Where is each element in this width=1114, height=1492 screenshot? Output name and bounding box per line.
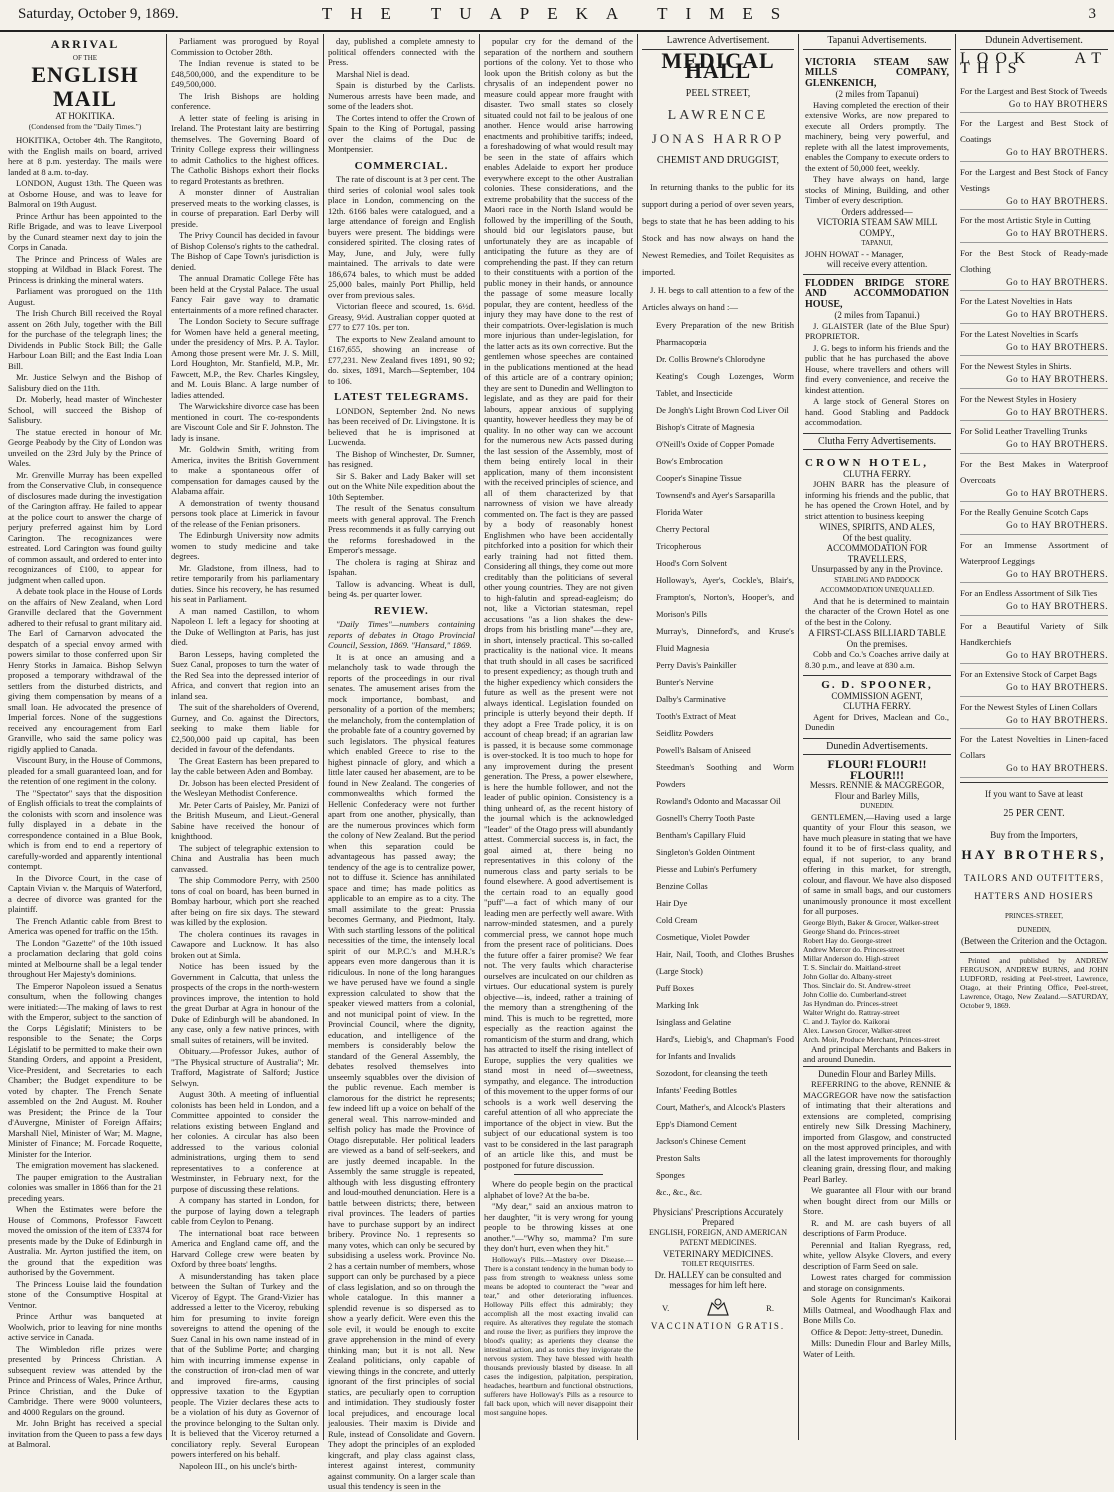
hay-entry-desc: For a Beautiful Variety of Silk Handkerchiefs — [960, 620, 1108, 647]
spooner-place: CLUTHA FERRY. — [843, 701, 911, 711]
medicine-item: Every Preparation of the new British Pharmacopœia — [656, 319, 794, 347]
paragraph: J. G. begs to inform his friends and the public that he has purchased the above House, where travellers and others will find every convenience, and receive the kindest attention. — [805, 342, 949, 395]
hay-entry-go: Go to HAY BROTHERS. — [1006, 568, 1108, 579]
medicine-item: Singleton's Golden Ointment — [656, 846, 755, 857]
crown-hotel-advert — [803, 454, 951, 676]
percent-line: 25 PER CENT. — [1003, 808, 1065, 819]
english-mail-heading: ENGLISH MAIL — [31, 62, 139, 111]
paragraph: The statue erected in honour of Mr. George Peabody by the City of London was unveiled on the 23rd July by the Prince of Wales. — [8, 426, 162, 468]
paragraph: Mr. Peter Carts of Paisley, Mr. Panizi of the British Museum, and Lieut.-General Sabine have received the honour of knighthood. — [171, 799, 319, 841]
paragraph: HOKITIKA, October 4th. The Rangitoto, with the English mails on board, arrived here at 8 p.m. yesterday. The mails were landed at 8 a.m. to-day. — [8, 135, 162, 177]
hay-entry-desc: For Solid Leather Travelling Trunks — [960, 426, 1088, 436]
paragraph: The Wimbledon rifle prizes were presented by Princess Christian. A subsequent review was attended by the Prince and Princess of Wales, Prince Arthur, Prince Christian, and the Duke of Cambridge. There were 9000 volunteers, and 4000 Regulars on the ground. — [8, 1343, 162, 1417]
chemist-role: CHEMIST AND DRUGGIST, — [656, 155, 780, 166]
hay-entries — [960, 81, 1108, 778]
medicine-item: Puff Boxes — [656, 982, 694, 993]
medicine-item: Holloway's, Ayer's, Cockle's, Blair's, Frampton's, Norton's, Hooper's, and Morison's Pills — [656, 574, 794, 619]
paragraph: The Great Eastern has been prepared to lay the cable between Aden and Bombay. — [171, 755, 319, 776]
signer: Arch. Moir, Produce Merchant, Princes-street — [803, 1034, 940, 1044]
hay-entry — [960, 243, 1108, 292]
medicine-item: Preston Salts — [656, 1152, 701, 1163]
latest-telegrams-heading: LATEST TELEGRAMS. — [334, 391, 469, 403]
paragraph: It is at once an amusing and a melancholy task to wade through the reports of the proceedings in our rival senates. The amusement arises from the mock importance, bombast, and personality of a portion of the members; the melancholy, from the contemplation of the probable fate of a country governed by such legislators. The physical features which enabled Greece to rise to the highest pinnacle of glory, and which a little later caused her abasement, are to be found in New Zealand. The congeries of commonwealths which formed the Hellenic Confederacy were not further apart from one another, physically, than are the numerous provinces which form the colony of New Zealand. But the period when this separation could be advantageous has passed away; the tendency of the age is to centralize power, not to diffuse it. Science has annihilated space and time; has made politics as applicable to an empire as to a city. The small assimilate to the great: Prussia becomes Germany, and Piedmont, Italy. With such startling lessons of the political necessities of the time, the intensely local spirit of our M.P.C.'s and M.H.R.'s appears even more dangerous than it is ridiculous. In none of the long harangues we have perused have we found a single expression calculated to show that the speaker viewed matters from a colonial, and not municipal point of view. In the Provincial Council, where the dignity, education, and intelligence of the members is considerably below the standard of the General Assembly, the debates resolved themselves into unseemly squabbles over the division of the public revenue. Each member is clamorous for the district he represents; few indeed lift up a voice on behalf of the general weal. This narrow-minded and selfish policy has made the Province of Otago disreputable. Her political leaders are viewed as a band of self-seekers, and are justly deemed incapable. In the Assembly the same struggle is repeated, although with less disgusting effrontery and loud-mouthed denunciation. Here is a battle between districts; there, between rival provinces. The leaders of parties have to purchase support by an indirect bribery. Province No. 1 represents so many votes, which can only be secured by subsidising a useless work. Province No. 2 has a certain number of members, whose support can only be purchased by a piece of class legislation, and so on through the whole catalogue. In this manner a splendid revenue is so dispersed as to show a yearly deficit. Were even this the sole evil, it would be enough to excite grave apprehension in the mind of every thinking man; but it is not all. New Zealand politicians, only capable of viewing things in the concrete, and utterly ignorant of the first principles of social statics, are peculiarly open to corruption and intimidation. They studiously foster local prejudices, and encourage local jealousies. Their maxim is Divide and Rule, instead of Consolidate and Govern. They adopt the principles of an exploded kingcraft, and play class against class, interest against interest, community against community. On a larger scale than usual this tendency is seen in the — [328, 651, 476, 1491]
paragraph: The London Society to Secure suffrage for Women have held a general meeting, under the presidency of Mrs. P. A. Taylor. Among those present were Mr. J. S. Mill, Lord Houghton, Mr. Stanfield, M.P., Mr. Fawcett, M.P., the Rev. Charles Kingsley, and M. Louis Blanc. A large number of ladies attended. — [171, 316, 319, 400]
firm-name: HAY BROTHERS, — [961, 847, 1107, 862]
paragraph: LONDON, September 2nd. No news has been received of Dr. Livingstone. It is believed that he is imprisoned at Lucwenda. — [328, 405, 475, 447]
paragraph: Agent for Drives, Maclean and Co., Dunedin — [805, 711, 949, 732]
paragraph: The Irish Bishops are holding conference. — [171, 90, 319, 111]
signer: Thos. Sinclair do. St. Andrew-street — [803, 980, 911, 990]
column-rule — [798, 34, 799, 1440]
prescriptions: Physicians' Prescriptions Accurately Prepared — [652, 1206, 784, 1227]
medicine-item: Hair, Nail, Tooth, and Clothes Brushes (Large Stock) — [656, 948, 794, 976]
paragraph: The cholera continues its ravages in Cawapore and Lucknow. It has also broken out at Simla. — [171, 928, 319, 960]
medicine-item: Bunter's Nervine — [656, 676, 714, 687]
hay-entry — [960, 291, 1108, 324]
paragraph: When the Estimates were before the House of Commons, Professor Fawcett moved the omission of the item of £3374 for presents made by the Duke of Edinburgh in Australia. Mr. Ayrton justified the item, on the ground that the expedition was authorised by the Government. — [8, 1204, 162, 1277]
column-3-commercial-review — [328, 36, 476, 1491]
medicine-item: Court, Mather's, and Alcock's Plasters — [656, 1101, 786, 1112]
source-note: (Condensed from the "Daily Times.") — [28, 121, 142, 131]
medicine-item: Gosnell's Cherry Tooth Paste — [656, 812, 755, 823]
paragraph: The exports to New Zealand amount to £167,655, showing an increase of £77,231. New Zealand fives 1891, 90 92; do. sixes, 1891, March—September, 104 to 106. — [328, 333, 475, 386]
toilet-requisites: TOILET REQUISITES. — [681, 1259, 755, 1268]
orders-place: TAPANUI, — [861, 239, 893, 247]
review-heading: REVIEW. — [374, 604, 429, 617]
hay-entry-go: Go to HAY BROTHERS. — [1006, 439, 1108, 449]
paragraph: Mr. Justice Selwyn and the Bishop of Salisbury died on the 11th. — [8, 372, 162, 393]
medicine-item: Sponges — [656, 1169, 685, 1180]
review-subject: "Daily Times"—numbers containing reports of debates in Otago Provincial Council, Session, 1869. "Hansard," 1869. — [328, 619, 475, 650]
paragraph: Baron Lesseps, having completed the Suez Canal, proposes to turn the water of the Red Sea into the depressed interior of Africa, and convert that region into an inland sea. — [171, 648, 319, 701]
office: Office & Depot: Jetty-street, Dunedin. — [811, 1326, 944, 1337]
paragraph: In the Divorce Court, in the case of Captain Vivian v. the Marquis of Waterford, a decree of divorce was granted for the plaintiff. — [8, 872, 162, 914]
mills-location: Mills: Dunedin Flour and Barley Mills, Water of Leith. — [803, 1338, 951, 1359]
medicine-item: Hard's, Liebig's, and Chapman's Food for Infants and Invalids — [656, 1033, 794, 1061]
medicine-item: Bow's Embrocation — [656, 455, 723, 466]
street: PEEL STREET, — [685, 87, 751, 99]
section-heading: Tapanui Advertisements. — [803, 36, 951, 50]
medicine-item: Infants' Feeding Bottles — [656, 1084, 737, 1095]
paragraph: Dr. Jobson has been elected President of the Wesleyan Methodist Conference. — [171, 777, 319, 798]
medicine-item: Perry Davis's Painkiller — [656, 659, 737, 670]
hay-entry — [960, 210, 1108, 243]
hay-entry-desc: For an Endless Assortment of Silk Ties — [960, 588, 1098, 598]
imprint: Printed and published by ANDREW FERGUSON, ANDREW BURNS, and JOHN LUDFORD, residing at Peel-street, Lawrence, Otago, at their Printing Office, Peel-street, Lawrence, Otago, New Zealand.—SATURDAY, October 9, 1869. — [960, 952, 1108, 1010]
vaccination: VACCINATION GRATIS. — [650, 1321, 786, 1331]
newspaper-title: THE TUAPEKA TIMES — [321, 4, 799, 23]
paragraph: A letter state of feeling is arising in Ireland. The Protestant laity are bestirring themselves. The Governing Board of Trinity College express their willingness to admit Catholics to the highest offices. The Catholic Bishops exhort their flocks to regard Protestants as brethren. — [171, 112, 319, 186]
hay-entry — [960, 729, 1108, 778]
medicine-item: Sozodont, for cleansing the teeth — [656, 1067, 768, 1078]
rennie-place: DUNEDIN. — [860, 802, 894, 810]
medicine-item: Keating's Cough Lozenges, Worm Tablet, and Insecticide — [656, 370, 794, 398]
paragraph: The London "Gazette" of the 10th issued a proclamation declaring that gold coins minted at Melbourne shall be a legal tender throughout Her Majesty's dominions. — [8, 937, 162, 979]
paragraph: Viscount Bury, in the House of Commons, pleaded for a small guaranteed loan, and for the retention of one regiment in the colony. — [8, 755, 162, 786]
veterinary-medicines: VETERINARY MEDICINES. — [662, 1248, 774, 1259]
paragraph: The Emperor Napoleon issued a Senatus consultum, when the following changes were initiated:—The making of laws to rest with the Emperor, subject to the sanction of the Corps Législatif; Ministers to be responsible to the Senate; the Corps Législatif to be permitted to make their own Standing Orders, and appoint a President, Vice-President, and Secretaries to each Chamber; the Budget expenditure to be voted by chapter. The French Senate assembled on the 2nd August. M. Rouher was President; the Prince de la Tour d'Auvergne, Minister of Foreign Affairs; Marshall Niel, Minister of War; M. Magne, Minister of Finance; M. Forcade Roquette, Minister for the Interior. — [8, 980, 162, 1159]
column-2-news — [171, 36, 319, 1471]
hay-entry-go: Go to HAY BROTHERS. — [1006, 341, 1108, 352]
spooner-role: COMMISSION AGENT, — [831, 690, 923, 701]
hay-entry — [960, 356, 1108, 389]
paragraph: Having completed the erection of their extensive Works, are now prepared to execute all Orders promptly. The machinery, being very powerful, and replete with all the latest improvements, enables the Company to execute orders to the extent of 50,000 feet, weekly. — [805, 99, 949, 173]
paragraph: Tallow is advancing. Wheat is dull, being 4s. per quarter lower. — [328, 578, 475, 599]
medicine-item: Cold Cream — [656, 914, 698, 925]
medicine-item: Florida Water — [656, 506, 703, 517]
hay-entry-desc: For an Immense Assortment of Waterproof Leggings — [960, 539, 1108, 566]
hay-entry — [960, 113, 1108, 162]
paragraph: The Indian revenue is stated to be £48,500,000, and the expenditure to be £49,500,000. — [171, 58, 319, 89]
signer: George Shand do. Princes-street — [803, 926, 900, 936]
crown-title: CROWN HOTEL, — [805, 457, 930, 469]
paragraph: The annual Dramatic College Fête has been held at the Crystal Palace. The usual Fancy Fair gave way to dramatic entertainments of a more refined character. — [171, 273, 319, 315]
paragraph: JOHN BARR has the pleasure of informing his friends and the public, that he has opened the Crown Hotel, and by strict attention to business keeping — [805, 479, 949, 521]
flodden-title: FLODDEN BRIDGE STORE AND ACCOMMODATION HOUSE, — [805, 277, 949, 310]
paragraph: The Prince and Princess of Wales are stopping at Wildbad in Black Forest. The Princess is drinking the mineral waters. — [8, 253, 162, 285]
paragraph: The emigration movement has slackened. — [16, 1160, 159, 1170]
signer: Walter Wright do. Rattray-street — [803, 1007, 900, 1017]
holloway-advert: Holloway's Pills.—Mastery over Disease.—There is a constant tendency in the human body to pass from strength to weakness unless some means be adopted to counteract the "wear and tear," and other deteriorating influences. Holloway Pills effect this admirably; they accomplish all the most exacting invalid can require. As alteratives they regulate the stomach and rouse the liver; as purifiers they improve the blood's quality; as aperients they cleanse the intestinal action, and as tonics they invigorate the nervous system. They have blessed with health thousands previously blasted by disease. In all cases the indigestion, palpitation, perspiration, headaches, heartburn and functional obstructions, sufferers have Holloway's Pills as a resource to fall back upon, which will never disappoint their most sanguine hopes. — [484, 1254, 633, 1417]
accommodation-sub: Unsurpassed by any in the Province. — [811, 564, 943, 574]
signer: Andrew Mercer do. Princes-street — [803, 944, 905, 954]
hay-entry-go: Go to HAY BROTHERS — [1008, 98, 1108, 109]
paragraph: Obituary.—Professor Jukes, author of "The Physical structure of Australia"; Mr. Trafford, Magistrate of Salford; Justice Selwyn. — [171, 1046, 319, 1088]
medicine-item: Powell's Balsam of Aniseed — [656, 744, 751, 755]
section-heading: Lawrence Advertisement. — [642, 36, 794, 50]
paragraph: They have always on hand, large stocks of Mining, Building, and other Timber of every description. — [805, 174, 949, 205]
paragraph: R. and M. are cash buyers of all descriptions of Farm Produce. — [803, 1217, 951, 1238]
paragraph: The "Spectator" says that the disposition of English officials to treat the complaints of the colonists with scorn and insolence was fully displayed in a debate in the correspondence contained in a Blue Book, which is from end to end a repertory of carefully-worded and apparently intentional contempt. — [8, 787, 162, 871]
flour-title: FLOUR! FLOUR!! FLOUR!!! — [827, 757, 927, 782]
column-rule — [955, 34, 956, 1440]
medicine-item: Dalby's Carminative — [656, 693, 726, 704]
paragraph: Mr. Goldwin Smith, writing from America, invites the British Government to make a spontaneous offer of compensation for damages caused by the Alabama affair. — [171, 444, 319, 496]
spooner-title: G. D. SPOONER, — [821, 679, 933, 691]
signer: T. S. Sinclair do. Maitland-street — [803, 962, 901, 972]
intro: In returning thanks to the public for its support during a period of over seven years, begs to state that he has been adding to his Stock and has now always on hand the Newest Remedies, and Toilet Requisites as imported. — [642, 181, 794, 277]
orders-to: VICTORIA STEAM SAW MILL COMPY., — [816, 217, 938, 238]
sawmill-title: VICTORIA STEAM SAW MILLS COMPANY, GLENKENICH, — [805, 56, 949, 89]
paragraph: GENTLEMEN,—Having used a large quantity of your Flour this season, we have much pleasure in stating that we have found it to be of first-class quality, and equal, if not superior, to any brand offering in this market, for strength, colour, and flavour. We have also disposed of same in small bags, and our customers unanimously pronounce it most excellent for all purposes. — [803, 811, 951, 916]
column-7-hay-brothers — [960, 36, 1108, 1440]
column-4-review-continued — [484, 36, 633, 1440]
paragraph: A demonstration of twenty thousand persons took place at Limerick in favour of the release of the Fenian prisoners. — [171, 497, 319, 529]
column-6-adverts — [803, 36, 951, 1440]
medicine-item: Isinglass and Gelatine — [656, 1016, 732, 1027]
paragraph: Lowest rates charged for commission and storage on consignments. — [803, 1272, 951, 1293]
paragraph: Mr. Gladstone, from illness, had to retire temporarily from his parliamentary duties. Since his recovery, he has resumed his seat in Parliament. — [171, 562, 319, 604]
medicine-item: Cooper's Sinapine Tissue — [656, 472, 742, 483]
vr-left: V. — [662, 1302, 670, 1313]
signer: Jas Hyndman do. Princes-street — [803, 998, 898, 1008]
royal-crest-icon — [704, 1297, 732, 1320]
paragraph: Notice has been issued by the Government in Calcutta, that unless the prospects of the crops in the north-western provinces improve, the intention to hold the great Durbar at Agra in honour of the Duke of Edinburgh will be abandoned. In any case, only a few native princes, with small suites of retainers, will be invited. — [171, 961, 319, 1045]
column-rule — [479, 34, 480, 1440]
billiard: A FIRST-CLASS BILLIARD TABLE — [808, 628, 946, 638]
paragraph: The Privy Council has decided in favour of Bishop Colenso's rights to the cathedral. The Bishop of Cape Town's jurisdiction is denied. — [171, 230, 319, 272]
paragraph: A monster dinner of Australian preserved meats to the working classes, is in course of preparation. Earl Derby will preside. — [171, 187, 319, 229]
vr-right: R. — [766, 1302, 774, 1313]
flodden-sub: (2 miles from Tapanui.) — [834, 310, 920, 320]
hay-entry-desc: For the most Artistic Style in Cutting — [960, 215, 1091, 225]
hay-entry-go: Go to HAY BROTHERS. — [1006, 309, 1108, 319]
hay-entry-desc: For the Latest Novelties in Scarfs — [960, 328, 1078, 339]
paragraph: The Bishop of Winchester, Dr. Sumner, has resigned. — [328, 448, 475, 469]
flodden-advert — [803, 275, 951, 434]
paragraph: popular cry for the demand of the separation of the northern and southern portions of the colony. Yet to those who look upon the British colony as but the chrysalis of an independent power no measure could appear more fraught with disaster. Two small states so closely situated could not fail to be jealous of one another. Hence would arise harrowing enactments and prohibitive tariffs; indeed, a foreshadowing of what would result may be seen in the state of affairs which enables Adelaide to export her produce everywhere except to the other Australian colonies. These considerations, and the extreme probability that the success of the Maori race in the North Island would be followed by the imperilling of the South, should bid our legislators pause, but unfortunately they are as incapable of anticipating the future as they are of comprehending the past. If they can return to their constituents with a portion of the public money in their hands, or announce the passage of some measure locally popular, they are content, heedless of the injury they may have done to the rest of their compatriots. Over-legislation is much more injurious than under-legislation, for the latter acts as its own corrective. But the gentlemen whose speeches are contained in the publications mentioned at the head of this article are of a contrary opinion; they are sent to Dunedin and Wellington to legislate, and as they are paid for their labours, appear anxious of supplying quantity, however heedless they may be of quality. In no other way can we account for the numerous new Acts passed during the last session of the Assembly, most of them being entirely local in their application, many of them inconsistent with the received principles of science, and all of them characterized by that narrowness of vision we have already commented on. The fact is they are passed by a body of reasonably honest Englishmen who have been accidentally pitchforked into a position for which their early training had not fitted them. Considering all things, they come out more creditably than the politicians of several other young countries. They are not given to high-falutin and spread-eagleism; do not, like a Victorian statesman, repel accusations "as a lion shakes the dew-drops from his bristling mane"—they are, in short, intensely practical. This so-called practicality is the national vice. It means that truth should in all cases be sacrificed to present expediency; as though truth and the higher expediency which considers the future as well as the present were not always identical. Legislation founded on principle is utterly beyond their depth. If they adopt a Free Trade policy, it is on account of cheap bread; if an agrarian law is passed, it is because some commonage is over-stocked. It is too much to hope for any improvement during the present generation. The Press, a power elsewhere, is here the humble follower, and not the leader of public opinion. Consistency is a thing unheard of, as the recent history of the journal which is the acknowledged "leader" of the Otago press will abundantly attest. Commercial success is, in fact, the goal aimed at, there being no representatives in this colony of the numerous class and party serials to be found elsewhere. A good advertisement is the certain road to an equally good "puff"—a fact of which many of our leading men are perfectly well aware. With narrow-minded statesmen, and a purely commercial press, we cannot hope much from the present race of politicians. Does the future offer a fairer promise? We fear not. The very faults which characterise ourselves are inculcated on our children as virtues. Our educational system is purely objective—is, indeed, rather a training of the memory than a strengthening of the mind. This is much to be regretted, more especially as the reaction against the romanticism of the sturm and drang, which has attracted to itself the rising intellect of Europe, supplies the very qualities we stand most in need of—sweetness, sympathy, and elegance. The introduction of this movement to the upper forms of our schools is a work well deserving the careful attention of all who appreciate the importance of the object in view. But the subject of our educational system is too vast to be considered in the last paragraph of an article like this, and must be postponed for future discussion. — [484, 36, 633, 1170]
paragraph: Prince Arthur has been appointed to the Rifle Brigade, and was to leave Liverpool by the Cunard steamer next day to join the Corps in Canada. — [8, 210, 162, 252]
hay-entry — [960, 324, 1108, 357]
hay-entry-desc: For the Newest Styles in Hosiery — [960, 393, 1077, 404]
paragraph: The suit of the shareholders of Overend, Gurney, and Co. against the Directors, seeking to make them liable for £2,500,000 paid up capital, has been decided in favour of the defendants. — [171, 702, 319, 754]
paragraph: Napoleon III., on his uncle's birth- — [179, 1460, 298, 1471]
hay-footer — [960, 782, 1108, 947]
mills-heading: Dunedin Flour and Barley Mills. — [803, 1066, 951, 1080]
royal-arms — [662, 1297, 774, 1320]
signer: Robert Hay do. George-street — [803, 935, 892, 945]
section-heading: Clutha Ferry Advertisements. — [803, 437, 951, 451]
hay-entry-desc: For the Best Stock of Ready-made Clothing — [960, 247, 1108, 274]
paragraph: The Irish Church Bill received the Royal assent on 26th July, together with the Bill for the purchase of the telegraph lines; the Dividends in Public Stock Bill; the Galle Harbour Loan Bill; and the East India Loan Bill. — [8, 308, 162, 371]
paragraph: The French Atlantic cable from Brest to America was opened for traffic on the 15th. — [8, 915, 162, 936]
medicine-item: Murray's, Dinneford's, and Kruse's Fluid Magnesia — [656, 625, 794, 653]
medicine-item: Dr. Collis Browne's Chlorodyne — [656, 353, 766, 364]
firm-street: PRINCES-STREET, — [1004, 911, 1063, 920]
manager: JOHN HOWAT - - Manager, — [805, 248, 904, 259]
paragraph: Parliament was prorogued by Royal Commission to October 28th. — [171, 36, 319, 57]
column-1-english-mail — [8, 36, 162, 1449]
firm-town: DUNEDIN, — [1017, 926, 1051, 934]
section-heading: Ddunein Advertisement. — [960, 36, 1108, 50]
paragraph: day, published a complete amnesty to political offenders connected with the Press. — [328, 36, 475, 67]
paragraph: Perennial and Italian Ryegrass, red, white, yellow Alsyke Clovers, and every description of Farm Seed on sale. — [803, 1239, 951, 1271]
paragraph: And that he is determined to maintain the character of the Crown Hotel as one of the best in the Colony. — [805, 595, 949, 627]
medicine-item: Seidlitz Powders — [656, 727, 714, 738]
medicine-item: Marking Ink — [656, 999, 699, 1010]
paragraph: Where do people begin on the practical alphabet of love? At the ba-be. — [484, 1179, 633, 1200]
hay-entry — [960, 421, 1108, 454]
column-rule — [637, 34, 638, 1440]
medical-hall-title: MEDICAL HALL — [661, 47, 775, 83]
intro: J. H. begs to call attention to a few of the Articles always on hand :— — [642, 284, 794, 312]
hay-entry — [960, 616, 1108, 665]
hay-entry-go: Go to HAY BROTHERS. — [1006, 228, 1108, 238]
hay-entry — [960, 502, 1108, 535]
at-hokitika: AT HOKITIKA. — [55, 111, 115, 121]
medicine-item: Townsend's and Ayer's Sarsaparilla — [656, 489, 776, 500]
paragraph: Victorian fleece and scoured, 1s. 6½d. Greasy, 9½d. Australian copper quoted at £77 to £77 10s. per ton. — [328, 301, 475, 332]
medicine-item: O'Neill's Oxide of Copper Pomade — [656, 438, 775, 449]
medicine-item: Rowland's Odonto and Macassar Oil — [656, 795, 781, 806]
chemist-name: JONAS HARROP — [651, 130, 785, 146]
save-line: If you want to Save at least — [985, 788, 1083, 799]
page-number: 3 — [1088, 6, 1096, 22]
sawmill-advert — [803, 54, 951, 275]
hay-entry-desc: For the Newest Styles in Shirts. — [960, 361, 1072, 371]
medicine-item: Hood's Corn Solvent — [656, 557, 727, 568]
column-rule — [323, 34, 324, 1440]
paragraph: The Cortes intend to offer the Crown of Spain to the King of Portugal, passing over the claims of the Duc de Montpensier. — [328, 112, 475, 154]
medicine-item: Bentham's Capillary Fluid — [656, 829, 746, 840]
hay-entry-go: Go to HAY BROTHERS. — [1006, 276, 1108, 287]
wines: WINES, SPIRITS, AND ALES, — [819, 522, 935, 532]
paragraph: Parliament was prorogued on the 11th August. — [8, 286, 162, 307]
paragraph: A company has started in London, for the purpose of laying down a telegraph cable from Ceylon to Penang. — [171, 1195, 319, 1226]
medicine-item: Jackson's Chinese Cement — [656, 1135, 746, 1146]
medicine-item: Benzine Collas — [656, 880, 708, 891]
hay-entry — [960, 389, 1108, 422]
hay-entry — [960, 535, 1108, 584]
medicine-item: Tooth's Extract of Meat — [656, 710, 737, 721]
hay-entry — [960, 81, 1108, 114]
coaches: Cobb and Co.'s Coaches arrive daily at 8.30 p.m., and leave at 830 a.m. — [805, 649, 949, 670]
hay-entry-go: Go to HAY BROTHERS. — [1006, 487, 1108, 498]
hay-entry-go: Go to HAY BROTHERS. — [1006, 520, 1108, 530]
hay-entry — [960, 583, 1108, 616]
buy-line: Buy from the Importers, — [990, 829, 1078, 840]
paragraph: August 30th. A meeting of influential colonists has been held in London, and a Committee appointed to consider the relations existing between England and her colonies. A circular has also been addressed to the various colonial administrations, urging them to send representatives to a conference at Westminster, in February next, for the purpose of discussing these relations. — [171, 1089, 319, 1194]
paragraph: REFERRING to the above, RENNIE & MACGREGOR have now the satisfaction of intimating that their alterations and extensions are completed, comprising entirely new Silk Dressing Machinery, imported from Glasgow, and constructed on the most approved principles, and with all the latest improvements for thoroughly cleaning grain, dressing flour, and making Pearl Barley. — [803, 1079, 951, 1184]
commercial-heading: COMMERCIAL. — [354, 159, 449, 172]
signer: C. and J. Taylor do. Kaikorai — [803, 1016, 890, 1026]
hay-entry-desc: For the Latest Novelties in Linen-faced Collars — [960, 734, 1108, 760]
paragraph: Prince Arthur was banqueted at Woolwich, prior to leaving for nine months active service in Canada. — [8, 1311, 162, 1342]
arrival-heading: ARRIVAL — [50, 37, 120, 51]
paragraph: A large stock of General Stores on hand. Good Stabling and Paddock accommodation. — [805, 396, 949, 427]
signer: Millar Anderson do. High-street — [803, 953, 900, 963]
paragraph: Dr. Moberly, head master of Winchester School, will succeed the Bishop of Salisbury. — [8, 394, 162, 425]
halley-note: Dr. HALLEY can be consulted and messages for him left here. — [654, 1269, 782, 1290]
hay-entry-go: Go to HAY BROTHERS. — [1006, 601, 1108, 611]
signer: Alex. Lawson Grocer, Walker-street — [803, 1025, 912, 1035]
hay-entry-desc: For the Best Makes in Waterproof Overcoats — [960, 458, 1108, 485]
signer: George Blyth, Baker & Grocer, Walker-street — [803, 917, 939, 927]
paragraph: We guarantee all Flour with our brand when bought direct from our Mills or Store. — [803, 1185, 951, 1216]
divider — [514, 1174, 603, 1175]
paragraph: And principal Merchants and Bakers in and around Dunedin. — [803, 1043, 951, 1064]
hay-entry-go: Go to HAY BROTHERS. — [1006, 649, 1108, 660]
paragraph: The Warwickshire divorce case has been mentioned in court. The co-respondents are Viscount Cole and Sir F. Johnston. The lady is insane. — [171, 401, 319, 443]
of-the: OF THE — [72, 53, 98, 62]
hay-entry — [960, 664, 1108, 697]
hay-entry-desc: For the Latest Novelties in Hats — [960, 296, 1073, 306]
column-rule — [166, 34, 167, 1440]
paragraph: "My dear," said an anxious matron to her daughter, "it is very wrong for young people to be throwing kisses at one another."—"Why so, mamma? I'm sure they don't hurt, even when they hit." — [484, 1201, 633, 1253]
paragraph: Sole Agents for Runciman's Kaikorai Mills Oatmeal, and Woodhaugh Flax and Bone Mills Co. — [803, 1294, 951, 1325]
hay-entry-go: Go to HAY BROTHERS. — [1006, 682, 1108, 692]
medicine-item: Piesse and Lubin's Perfumery — [656, 863, 757, 874]
medicine-item: Tricopherous — [656, 540, 702, 551]
hay-entry-go: Go to HAY BROTHERS. — [1006, 406, 1108, 417]
paragraph: Mr. Grenville Murray has been expelled from the Conservative Club, in consequence of disclosures made during the investigation of the Carington affray. He failed to appear at the police court to answer the charge of perjury preferred against him by Lord Carington. The recognizances were estreated. Lord Carington was found guilty of common assault, and ordered to enter into recognizances of £100, to appear for judgment when called upon. — [8, 469, 162, 585]
paragraph: The rate of discount is at 3 per cent. The third series of colonial wool sales took place in London, commencing on the 12th. 6166 bales were catalogued, and a large attendance of foreign and English buyers were present. The biddings were considered spirited. The closing rates of May, June, and July, were fully maintained. The arrivals to date were 186,674 bales, to which must be added 25,000 bales, mainly Port Phillip, held over from previous sales. — [328, 174, 475, 300]
crown-place: CLUTHA FERRY. — [843, 468, 911, 479]
hay-entry — [960, 162, 1108, 211]
sawmill-sub: (2 miles from Tapanui) — [835, 89, 919, 99]
paragraph: Sir S. Baker and Lady Baker will set out on the White Nile expedition about the 10th September. — [328, 470, 475, 502]
paragraph: A debate took place in the House of Lords on the affairs of New Zealand, when Lord Granville declared that the Government adhered to their refusal to grant military aid. The Earl of Carnarvon advocated the despatch of a special envoy armed with powers similar to those conferred upon Sir Henry Storks in Jamaica. Bishop Selwyn proposed a temporary withdrawal of the settlers from the disturbed districts, and giving them compensation by means of a small loan. He advocated the presence of Imperial forces. None of the suggestions received any encouragement from Earl Granville, who said the same policy was rigidly applied to Canada. — [8, 586, 162, 754]
signer: John Gollar do. Albany-street — [803, 971, 892, 981]
hay-entry-desc: For the Largest and Best Stock of Tweeds — [960, 85, 1107, 96]
hay-entry-go: Go to HAY BROTHERS. — [1006, 763, 1108, 773]
firm-location: (Between the Criterion and the Octagon. — [961, 935, 1107, 946]
manager-note: will receive every attention. — [826, 259, 928, 269]
hay-entry-go: Go to HAY BROTHERS. — [1006, 714, 1108, 725]
spooner-advert — [803, 676, 951, 739]
hay-entry-desc: For the Newest Styles of Linen Collars — [960, 701, 1098, 712]
look-at-this: LOOK AT THIS — [960, 49, 1108, 77]
medicine-item: Epp's Diamond Cement — [656, 1118, 737, 1129]
medicine-list — [642, 317, 794, 1201]
hay-entry-go: Go to HAY BROTHERS. — [1006, 374, 1108, 384]
masthead — [0, 0, 1114, 32]
paragraph: A man named Castillon, to whom Napoleon I. left a legacy for shooting at the Duke of Wellington at Paris, has just died. — [171, 605, 319, 647]
billiard-sub: On the premises. — [846, 638, 908, 649]
paragraph: Mr. John Bright has received a special invitation from the Queen to pass a few days at Balmoral. — [8, 1418, 162, 1449]
paragraph: LONDON, August 13th. The Queen was at Osborne House, and was to leave for Balmoral on 19th August. — [8, 178, 162, 209]
medicine-item: Bishop's Citrate of Magnesia — [656, 421, 755, 432]
column-5-medical-hall — [642, 36, 794, 1440]
hay-entry-desc: For the Really Genuine Scotch Caps — [960, 507, 1089, 517]
paragraph: The result of the Senatus consultum meets with general approval. The French Press recommends it as fully carrying out the reforms foreshadowed in the Emperor's message. — [328, 503, 475, 555]
paragraph: Marshal Niel is dead. — [336, 68, 410, 79]
signer: John Collie do. Cumberland-street — [803, 989, 907, 999]
paragraph: The subject of telegraphic extension to China and Australia has been much canvassed. — [171, 842, 319, 874]
paragraph: The cholera is raging at Shiraz and Ispahan. — [328, 556, 475, 577]
medicine-item: Cherry Pectoral — [656, 523, 710, 534]
wines-sub: Of the best quality. — [842, 532, 912, 543]
paragraph: A misunderstanding has taken place between the Sultan of Turkey and the Viceroy of Egypt. The Grand-Vizier has addressed a letter to the Viceroy, rebuking him for presuming to invite foreign sovereigns to attend the opening of the Suez Canal in his own name instead of in that of the Sublime Porte; and charging him with incurring immense expense in the construction of iron-clad men of war and improved fire-arms, causing oppressive taxation to the Egyptian people. The Vizier declares these acts to be a violation of his duty as Governor of the province belonging to the Sultan only. It is believed that the Viceroy returned a conciliatory reply. Several European powers interfered on his behalf. — [171, 1270, 319, 1459]
hay-entry-desc: For the Largest and Best Stock of Coatings — [960, 118, 1108, 144]
hay-entry-desc: For an Extensive Stock of Carpet Bags — [960, 669, 1097, 679]
hay-entry — [960, 454, 1108, 503]
issue-date: Saturday, October 9, 1869. — [18, 6, 179, 22]
patent-medicines: ENGLISH, FOREIGN, AND AMERICAN PATENT MEDICINES. — [648, 1227, 787, 1247]
orders: Orders addressed— — [841, 206, 913, 217]
hay-entry-desc: For the Largest and Best Stock of Fancy Vestings — [960, 166, 1108, 193]
paragraph: The ship Commodore Perry, with 2500 tons of coal on board, has been burned in Bombay harbour, which port she reached after being on fire six days. The steward was killed by the explosion. — [171, 875, 319, 927]
stabling: STABLING AND PADDOCK ACCOMMODATION UNEQUALLED. — [820, 575, 934, 594]
town: LAWRENCE — [667, 108, 769, 123]
signers-list — [803, 918, 951, 1044]
hay-entry-go: Go to HAY BROTHERS. — [1006, 147, 1108, 157]
paragraph: The Princess Louise laid the foundation stone of the Consumptive Hospital at Ventnor. — [8, 1278, 162, 1310]
proprietor: J. GLAISTER (late of the Blue Spur) PROPRIETOR. — [805, 320, 949, 341]
paragraph: The pauper emigration to the Australian colonies was smaller in 1866 than for the 21 preceding years. — [8, 1171, 162, 1203]
paragraph: The Edinburgh University now admits women to study medicine and take degrees. — [171, 530, 319, 561]
hay-entry — [960, 697, 1108, 730]
hay-entry-go: Go to HAY BROTHERS. — [1006, 195, 1108, 206]
firm-role: TAILORS AND OUTFITTERS, HATTERS AND HOSIERS — [963, 872, 1105, 901]
medicine-item: Cosmetique, Violet Powder — [656, 931, 750, 942]
medicine-item: Steedman's Soothing and Worm Powders — [656, 761, 794, 789]
section-heading: Dunedin Advertisements. — [803, 742, 951, 756]
medicine-item: Hair Dye — [656, 897, 688, 908]
accommodation: ACCOMMODATION FOR TRAVELLERS, — [826, 543, 928, 564]
paragraph: Spain is disturbed by the Carlists. Numerous arrests have been made, and some of the leaders shot. — [328, 80, 475, 111]
paragraph: The international boat race between America and England came off, and the Harvard College crew were beaten by Oxford by three boats' lengths. — [171, 1227, 319, 1269]
medicine-item: &c., &c., &c. — [656, 1186, 703, 1197]
medicine-item: De Jongh's Light Brown Cod Liver Oil — [656, 404, 789, 415]
rennie: Messrs. RENNIE & MACGREGOR, Flour and Barley Mills, — [809, 780, 945, 801]
